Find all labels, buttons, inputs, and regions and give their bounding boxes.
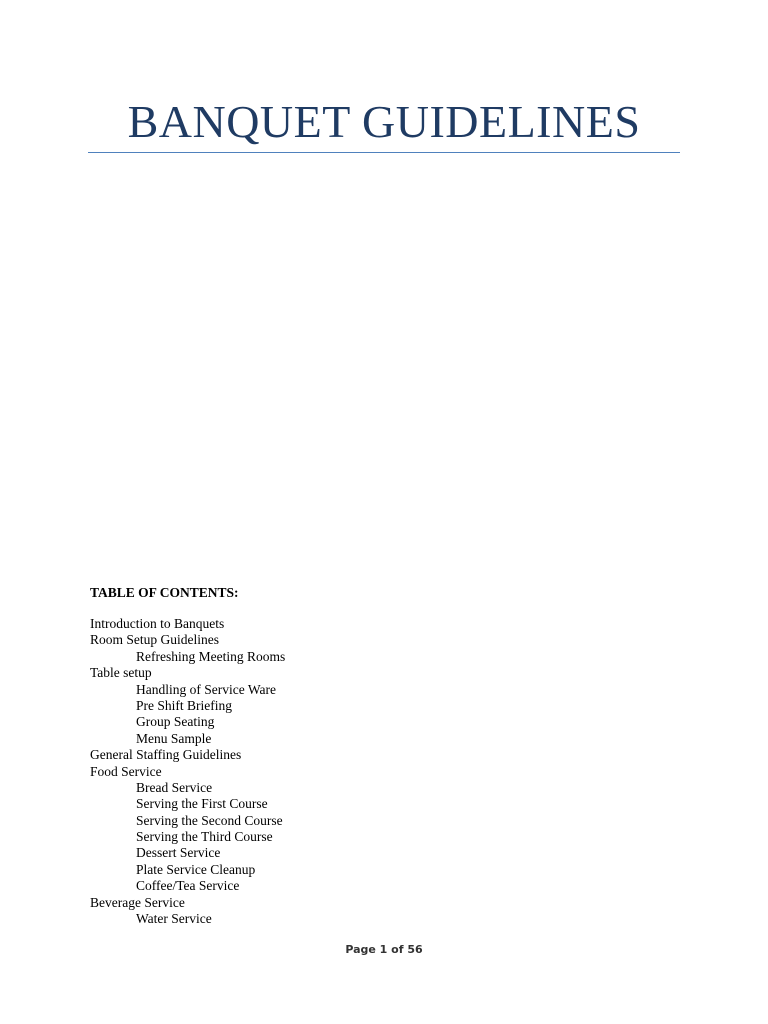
- page-number-footer: Page 1 of 56: [345, 943, 423, 956]
- toc-item-bread-service: Bread Service: [136, 779, 213, 795]
- toc-item-serving-the-first-course: Serving the First Course: [136, 796, 268, 812]
- toc-item-handling-of-service-ware: Handling of Service Ware: [136, 681, 276, 697]
- toc-item-serving-the-second-course: Serving the Second Course: [136, 812, 283, 828]
- toc-item-plate-service-cleanup: Plate Service Cleanup: [136, 861, 256, 877]
- title-underline: [88, 152, 680, 153]
- toc-item-refreshing-meeting-rooms: Refreshing Meeting Rooms: [136, 648, 286, 664]
- toc-item-dessert-service: Dessert Service: [136, 845, 221, 861]
- toc-item-menu-sample: Menu Sample: [136, 730, 212, 746]
- toc-item-coffee-tea-service: Coffee/Tea Service: [136, 878, 240, 894]
- table-of-contents: [90, 584, 490, 927]
- toc-item-group-seating: Group Seating: [136, 714, 215, 730]
- toc-item-pre-shift-briefing: Pre Shift Briefing: [136, 697, 232, 713]
- toc-item-table-setup: Table setup: [90, 665, 152, 681]
- toc-heading: TABLE OF CONTENTS:: [90, 585, 239, 600]
- toc-item-food-service: Food Service: [90, 763, 162, 779]
- document-title: BANQUET GUIDELINES: [127, 96, 641, 147]
- toc-item-room-setup-guidelines: Room Setup Guidelines: [90, 632, 219, 648]
- toc-item-beverage-service: Beverage Service: [90, 894, 185, 910]
- toc-item-serving-the-third-course: Serving the Third Course: [136, 829, 273, 845]
- toc-list: [90, 616, 490, 927]
- toc-item-water-service: Water Service: [136, 911, 212, 927]
- toc-item-introduction-to-banquets: Introduction to Banquets: [90, 616, 225, 631]
- toc-item-general-staffing-guidelines: General Staffing Guidelines: [90, 747, 242, 763]
